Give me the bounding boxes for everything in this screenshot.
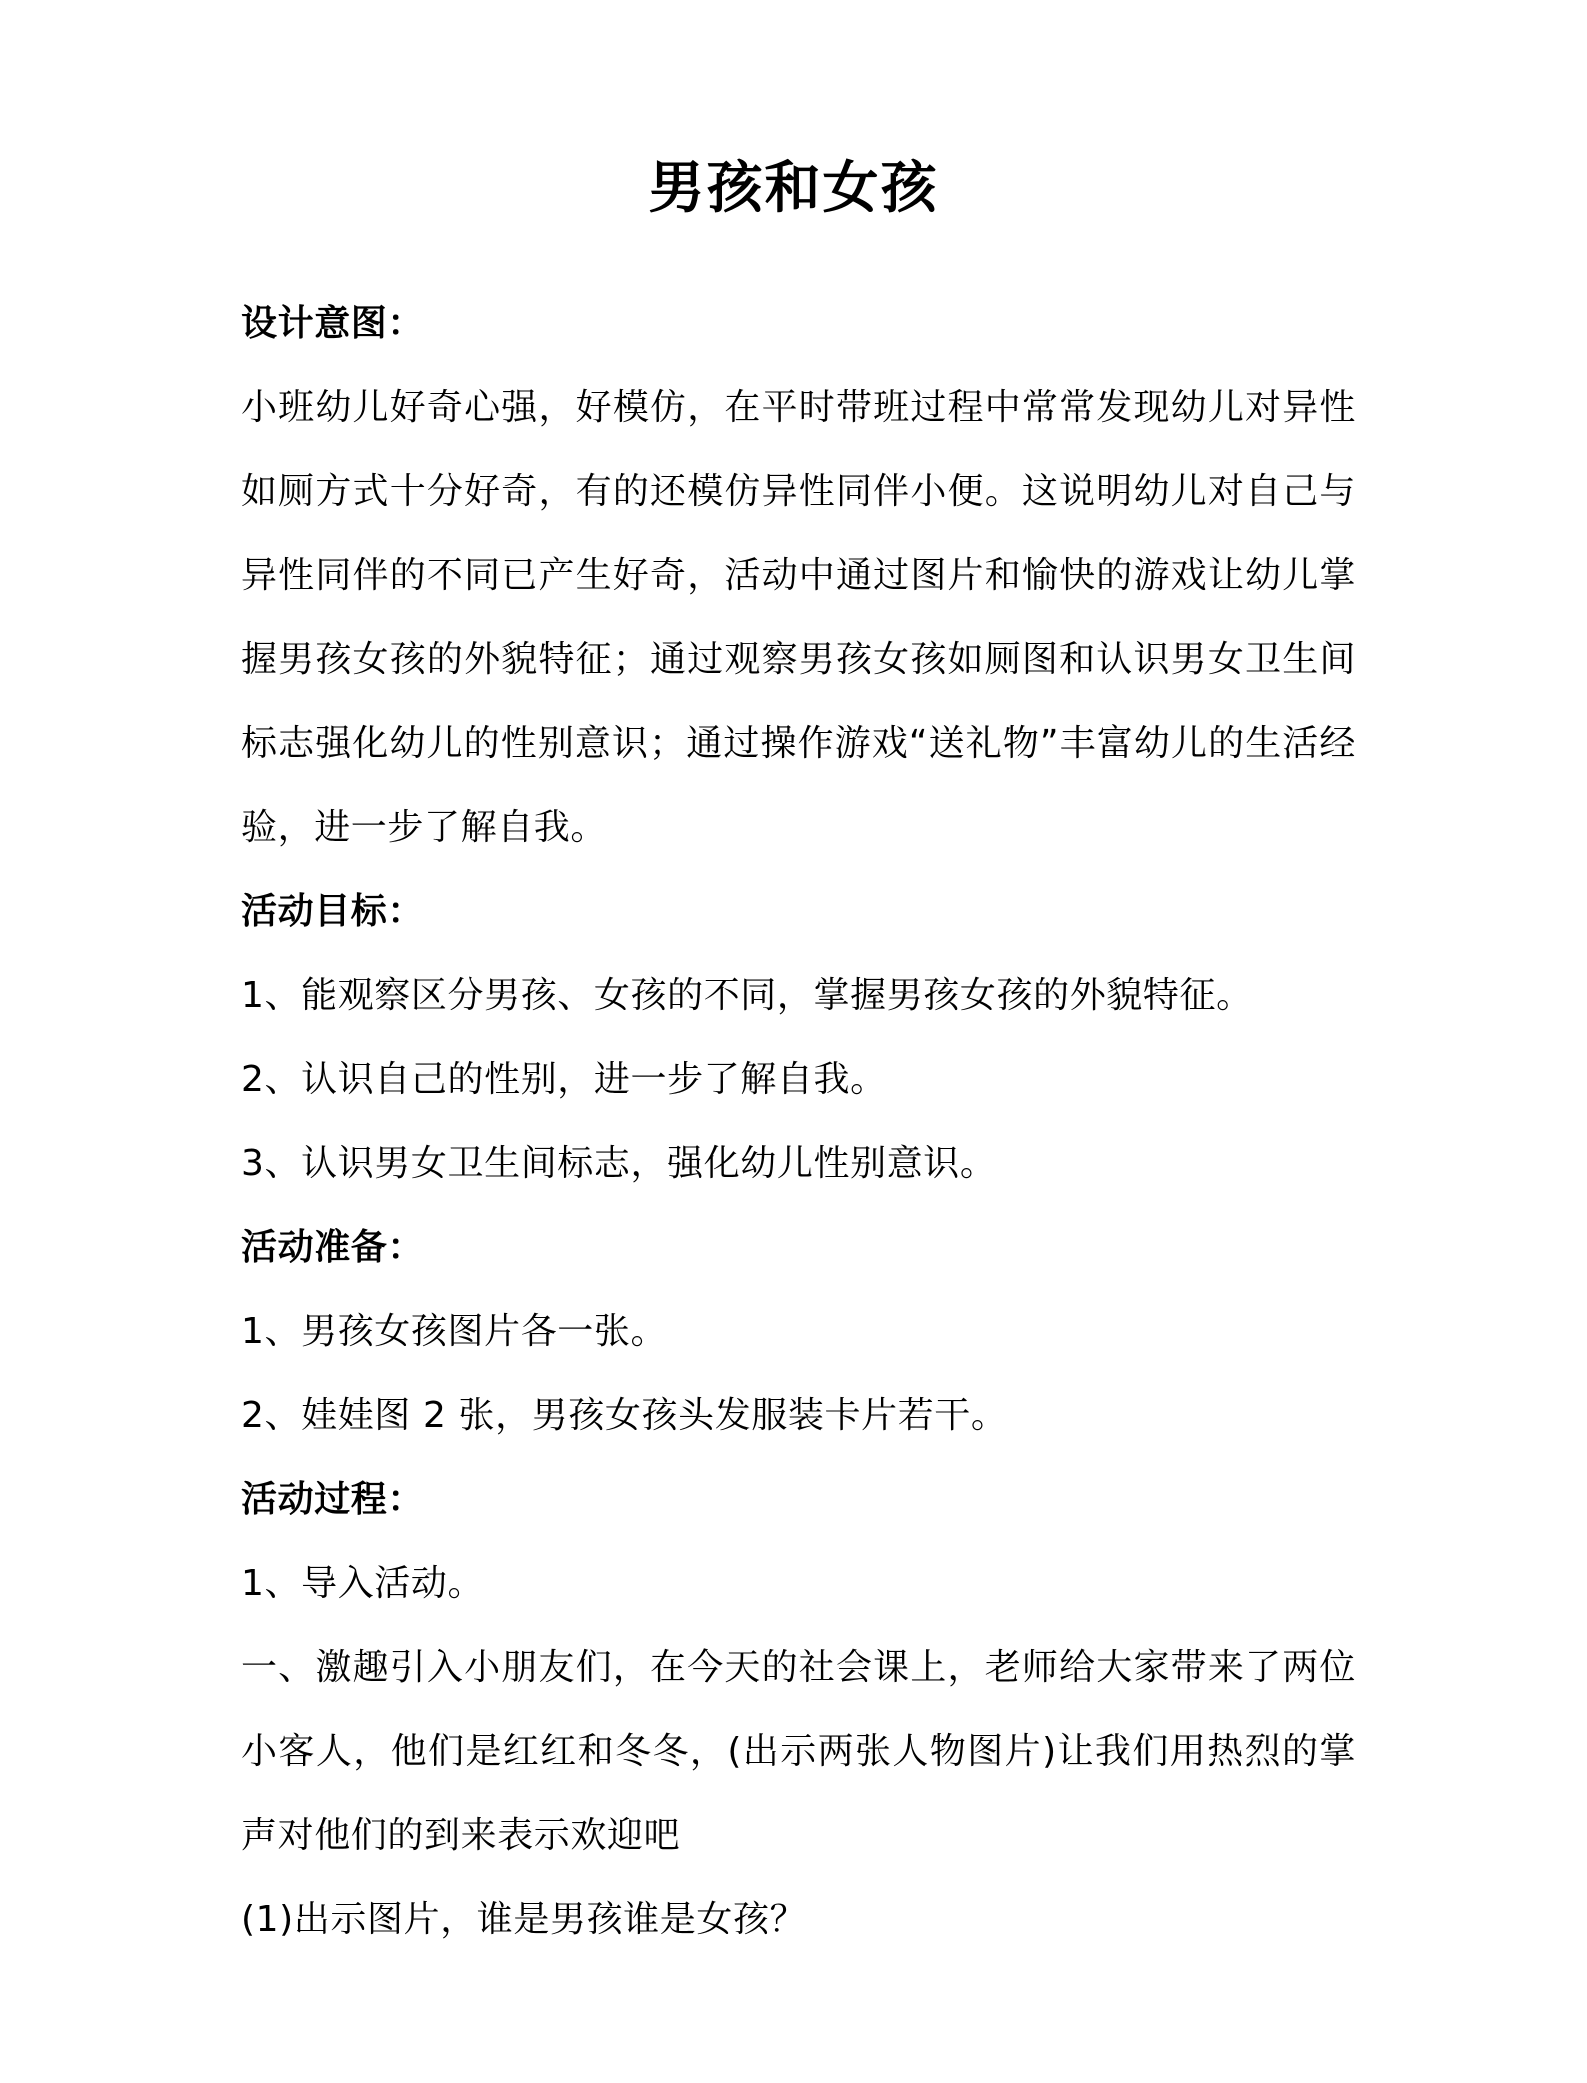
list-item: 1、男孩女孩图片各一张。 <box>241 1311 668 1352</box>
list-item: (1)出示图片，谁是男孩谁是女孩？ <box>241 1899 807 1940</box>
list-item: 2、认识自己的性别，进一步了解自我。 <box>241 1059 887 1100</box>
paragraph-line: 验，进一步了解自我。 <box>241 807 608 848</box>
document-title: 男孩和女孩 <box>648 155 939 221</box>
list-item: 3、认识男女卫生间标志，强化幼儿性别意识。 <box>241 1143 997 1184</box>
process-paragraph <box>241 1626 1356 1878</box>
section-activity-goals <box>241 870 1356 1206</box>
section-activity-process <box>241 1458 1356 1962</box>
paragraph-line: 握男孩女孩的外貌特征；通过观察男孩女孩如厕图和认识男女卫生间 <box>241 639 1356 680</box>
paragraph-line: 一、激趣引入小朋友们，在今天的社会课上，老师给大家带来了两位 <box>241 1647 1356 1688</box>
paragraph-line: 声对他们的到来表示欢迎吧 <box>241 1815 681 1856</box>
section-heading: 设计意图： <box>241 303 425 344</box>
document-body <box>241 282 1356 1962</box>
paragraph-line: 异性同伴的不同已产生好奇，活动中通过图片和愉快的游戏让幼儿掌 <box>241 555 1356 596</box>
section-heading: 活动过程： <box>241 1479 425 1520</box>
section-design-intent <box>241 282 1356 870</box>
paragraph-line: 标志强化幼儿的性别意识；通过操作游戏“送礼物”丰富幼儿的生活经 <box>241 723 1356 764</box>
paragraph-line: 小班幼儿好奇心强，好模仿，在平时带班过程中常常发现幼儿对异性 <box>241 387 1356 428</box>
paragraph-line: 如厕方式十分好奇，有的还模仿异性同伴小便。这说明幼儿对自己与 <box>241 471 1356 512</box>
paragraph-line: 小客人，他们是红红和冬冬，(出示两张人物图片)让我们用热烈的掌 <box>241 1731 1356 1772</box>
design-intent-paragraph <box>241 366 1356 870</box>
list-item: 2、娃娃图 2 张，男孩女孩头发服装卡片若干。 <box>241 1395 1008 1436</box>
section-heading: 活动目标： <box>241 891 425 932</box>
section-activity-preparation <box>241 1206 1356 1458</box>
list-item: 1、能观察区分男孩、女孩的不同，掌握男孩女孩的外貌特征。 <box>241 975 1253 1016</box>
section-heading: 活动准备： <box>241 1227 425 1268</box>
list-item: 1、导入活动。 <box>241 1563 485 1604</box>
